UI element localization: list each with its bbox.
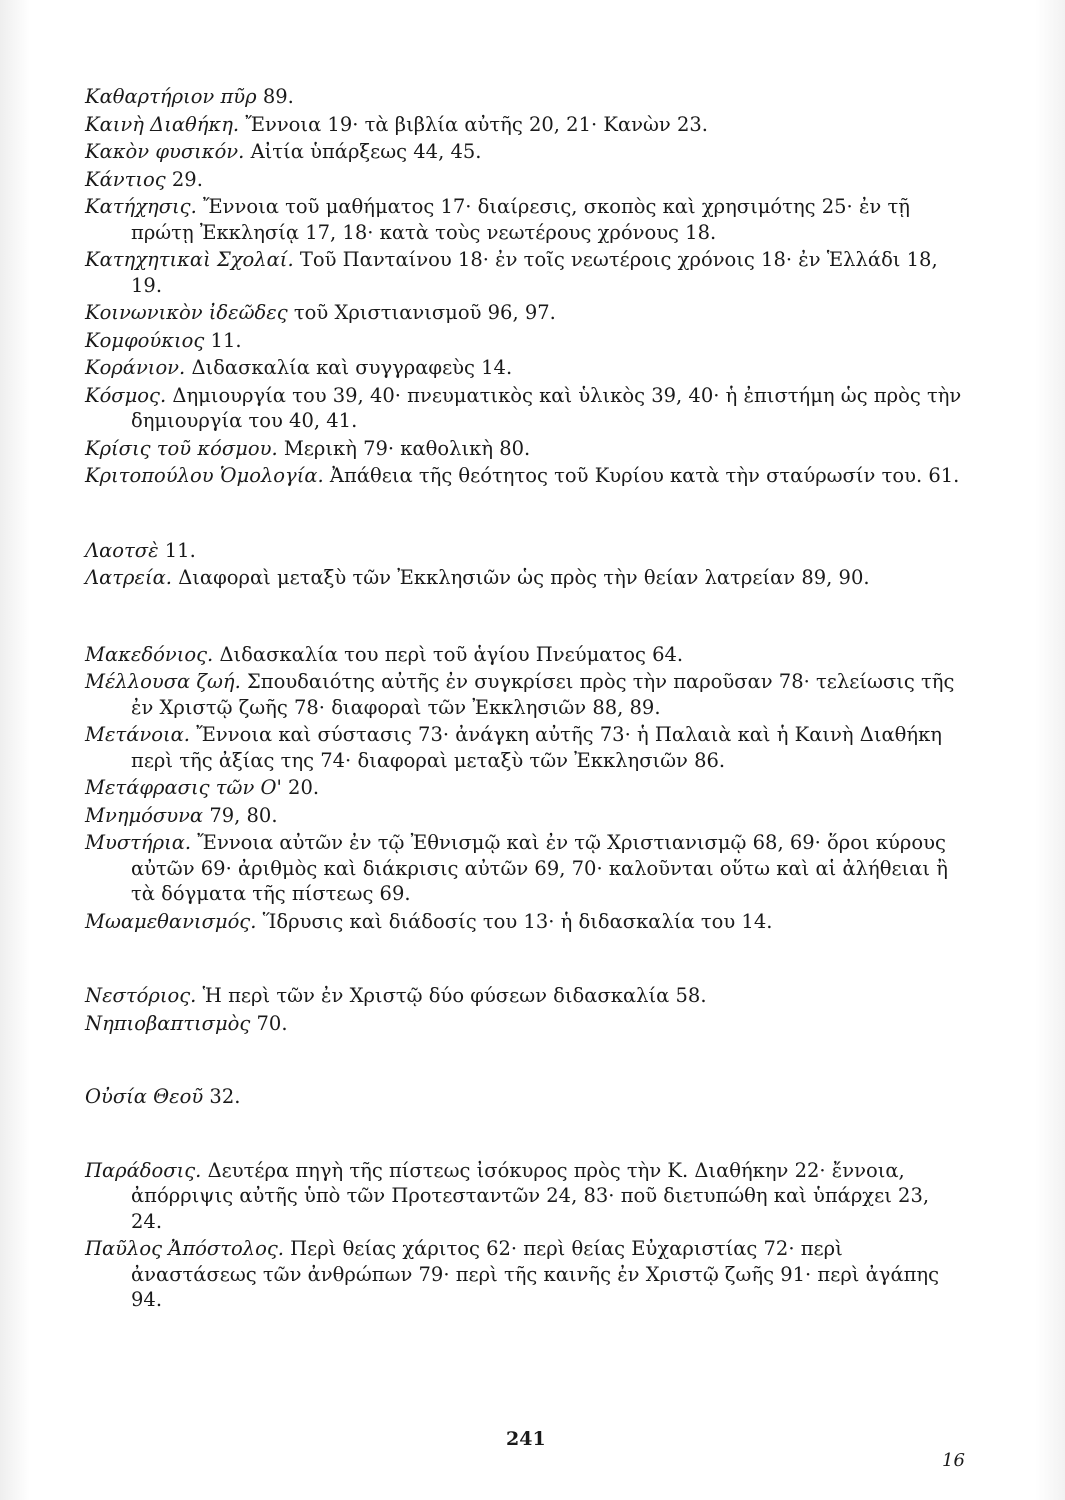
index-entry (85, 194, 965, 245)
index-text: Δευτέρα πηγὴ τῆς πίστεως ἰσόκυρος πρὸς τὴν Κ. Διαθήκην 22· ἔννοια, ἀπόρριψις αὐτῆς ὑπὸ τῶν Προτεσταντῶν 24, 83· ποῦ διετυπώθη καὶ ὑπάρχει 23, 24. (131, 1158, 930, 1233)
index-term: Παράδοσις. (85, 1158, 202, 1182)
index-entry (85, 436, 965, 462)
index-entry (85, 84, 965, 110)
index-text: Διδασκαλία του περὶ τοῦ ἁγίου Πνεύματος 64. (219, 642, 684, 666)
page-number: 241 (506, 1428, 546, 1450)
index-entry (85, 355, 965, 381)
index-term: Μακεδόνιος. (85, 642, 214, 666)
index-entry (85, 112, 965, 138)
index-text: Περὶ θείας χάριτος 62· περὶ θείας Εὐχαριστίας 72· περὶ ἀναστάσεως τῶν ἀνθρώπων 79· περὶ τῆς καινῆς ἐν Χριστῷ ζωῆς 91· περὶ ἀγάπης 94. (131, 1237, 940, 1311)
index-entry (85, 909, 965, 935)
index-text: τοῦ Χριστιανισμοῦ 96, 97. (293, 301, 556, 324)
index-text: Ἔννοια τοῦ μαθήματος 17· διαίρεσις, σκοπὸς καὶ χρησιμότης 25· ἐν τῇ πρώτῃ Ἐκκλησίᾳ 17, 18· κατὰ τοὺς νεωτέρους χρόνους 18. (131, 195, 910, 244)
section-gap (85, 936, 965, 983)
index-term: Κάντιος (85, 167, 166, 191)
index-term: Μετάφρασις τῶν Ο' (85, 776, 282, 799)
index-entry (85, 830, 965, 907)
index-entry (85, 247, 965, 298)
index-text: 20. (288, 776, 320, 799)
index-text: Σπουδαιότης αὐτῆς ἐν συγκρίσει πρὸς τὴν παροῦσαν 78· τελείωσις τῆς ἐν Χριστῷ ζωῆς 78· διαφοραὶ τῶν Ἐκκλησιῶν 88, 89. (131, 670, 955, 719)
index-term: Καθαρτήριον πῦρ (85, 85, 257, 108)
index-text: 29. (171, 167, 203, 191)
index-entry (85, 1011, 965, 1037)
index-term: Λατρεία. (85, 566, 172, 589)
index-text: 32. (209, 1085, 241, 1108)
index-term: Κατήχησις. (85, 195, 197, 218)
index-text: Ἀπάθεια τῆς θεότητος τοῦ Κυρίου κατὰ τὴν σταύρωσίν του. 61. (329, 464, 960, 487)
index-entry (85, 775, 965, 801)
index-term: Νεστόριος. (85, 984, 197, 1007)
index-term: Κρίσις τοῦ κόσμου. (85, 436, 278, 460)
index-entry (85, 1158, 965, 1235)
index-text: Αἰτία ὑπάρξεως 44, 45. (250, 140, 482, 163)
index-entry (85, 328, 965, 354)
index-term: Νηπιοβαπτισμὸς (85, 1011, 251, 1035)
index-text: Ἔννοια αὐτῶν ἐν τῷ Ἐθνισμῷ καὶ ἐν τῷ Χριστιανισμῷ 68, 69· ὅροι κύρους αὐτῶν 69· ἀριθμὸς καὶ διάκρισις αὐτῶν 69, 70· καλοῦνται οὕτω καὶ αἱ ἀλήθειαι ἢ τὰ δόγματα τῆς πίστεως 69. (131, 831, 948, 905)
index-term: Μυστήρια. (85, 831, 192, 854)
index-text: Ἔννοια 19· τὰ βιβλία αὐτῆς 20, 21· Κανὼν 23. (245, 112, 708, 136)
index-text: Διδασκαλία καὶ συγγραφεὺς 14. (191, 356, 513, 379)
section-gap (85, 593, 965, 642)
index-entry (85, 669, 965, 720)
index-entry (85, 722, 965, 773)
section-gap (85, 1112, 965, 1158)
index-term: Μωαμεθανισμός. (85, 909, 257, 933)
index-text: Δημιουργία του 39, 40· πνευματικὸς καὶ ὑλικὸς 39, 40· ἡ ἐπιστήμη ὡς πρὸς τὴν δημιουργία του 40, 41. (131, 383, 962, 432)
index-entry (85, 565, 965, 591)
index-entry (85, 803, 965, 829)
index-text: Ἵδρυσις καὶ διάδοσίς του 13· ἡ διδασκαλία του 14. (262, 909, 773, 933)
index-entry (85, 383, 965, 434)
index-entry (85, 139, 965, 165)
index-entry (85, 167, 965, 193)
index-entry (85, 300, 965, 326)
signature-mark: 16 (942, 1450, 965, 1471)
index-term: Κοράνιον. (85, 356, 186, 379)
index-text: Ἔννοια καὶ σύστασις 73· ἀνάγκη αὐτῆς 73· ἡ Παλαιὰ καὶ ἡ Καινὴ Διαθήκη περὶ τῆς ἀξίας της 74· διαφοραὶ μεταξὺ τῶν Ἐκκλησιῶν 86. (131, 723, 942, 772)
section-gap (85, 491, 965, 538)
index-entry (85, 983, 965, 1009)
index-term: Κατηχητικαὶ Σχολαί. (85, 248, 294, 271)
index-text: 11. (210, 328, 242, 352)
index-term: Μέλλουσα ζωή. (85, 670, 241, 693)
index-text: 79, 80. (209, 803, 278, 827)
index-text: 11. (164, 538, 196, 562)
index-term: Κόσμος. (85, 383, 167, 407)
index-text: 70. (256, 1011, 288, 1035)
index-text: Μερικὴ 79· καθολικὴ 80. (283, 436, 531, 460)
index-term: Παῦλος Ἀπόστολος. (85, 1237, 284, 1260)
index-entry (85, 1236, 965, 1313)
index-term: Κακὸν φυσικόν. (85, 140, 245, 163)
index-entry (85, 538, 965, 564)
index-term: Οὐσία Θεοῦ (85, 1085, 204, 1108)
subject-index (85, 84, 965, 1315)
index-term: Λαοτσὲ (85, 538, 159, 562)
index-entry (85, 1084, 965, 1110)
index-term: Κομφούκιος (85, 328, 205, 352)
index-term: Κοινωνικὸν ἰδεῶδες (85, 301, 288, 324)
section-gap (85, 1038, 965, 1084)
index-entry (85, 642, 965, 668)
index-entry (85, 463, 965, 489)
index-term: Καινὴ Διαθήκη. (85, 112, 240, 136)
index-term: Μνημόσυνα (85, 803, 204, 827)
index-term: Μετάνοια. (85, 723, 190, 746)
index-text: Τοῦ Πανταίνου 18· ἐν τοῖς νεωτέροις χρόνοις 18· ἐν Ἑλλάδι 18, 19. (131, 248, 938, 297)
index-text: Ἡ περὶ τῶν ἐν Χριστῷ δύο φύσεων διδασκαλία 58. (202, 984, 707, 1007)
index-text: Διαφοραὶ μεταξὺ τῶν Ἐκκλησιῶν ὡς πρὸς τὴν θείαν λατρείαν 89, 90. (178, 566, 870, 589)
index-text: 89. (262, 85, 294, 108)
index-term: Κριτοπούλου Ὁμολογία. (85, 464, 324, 487)
